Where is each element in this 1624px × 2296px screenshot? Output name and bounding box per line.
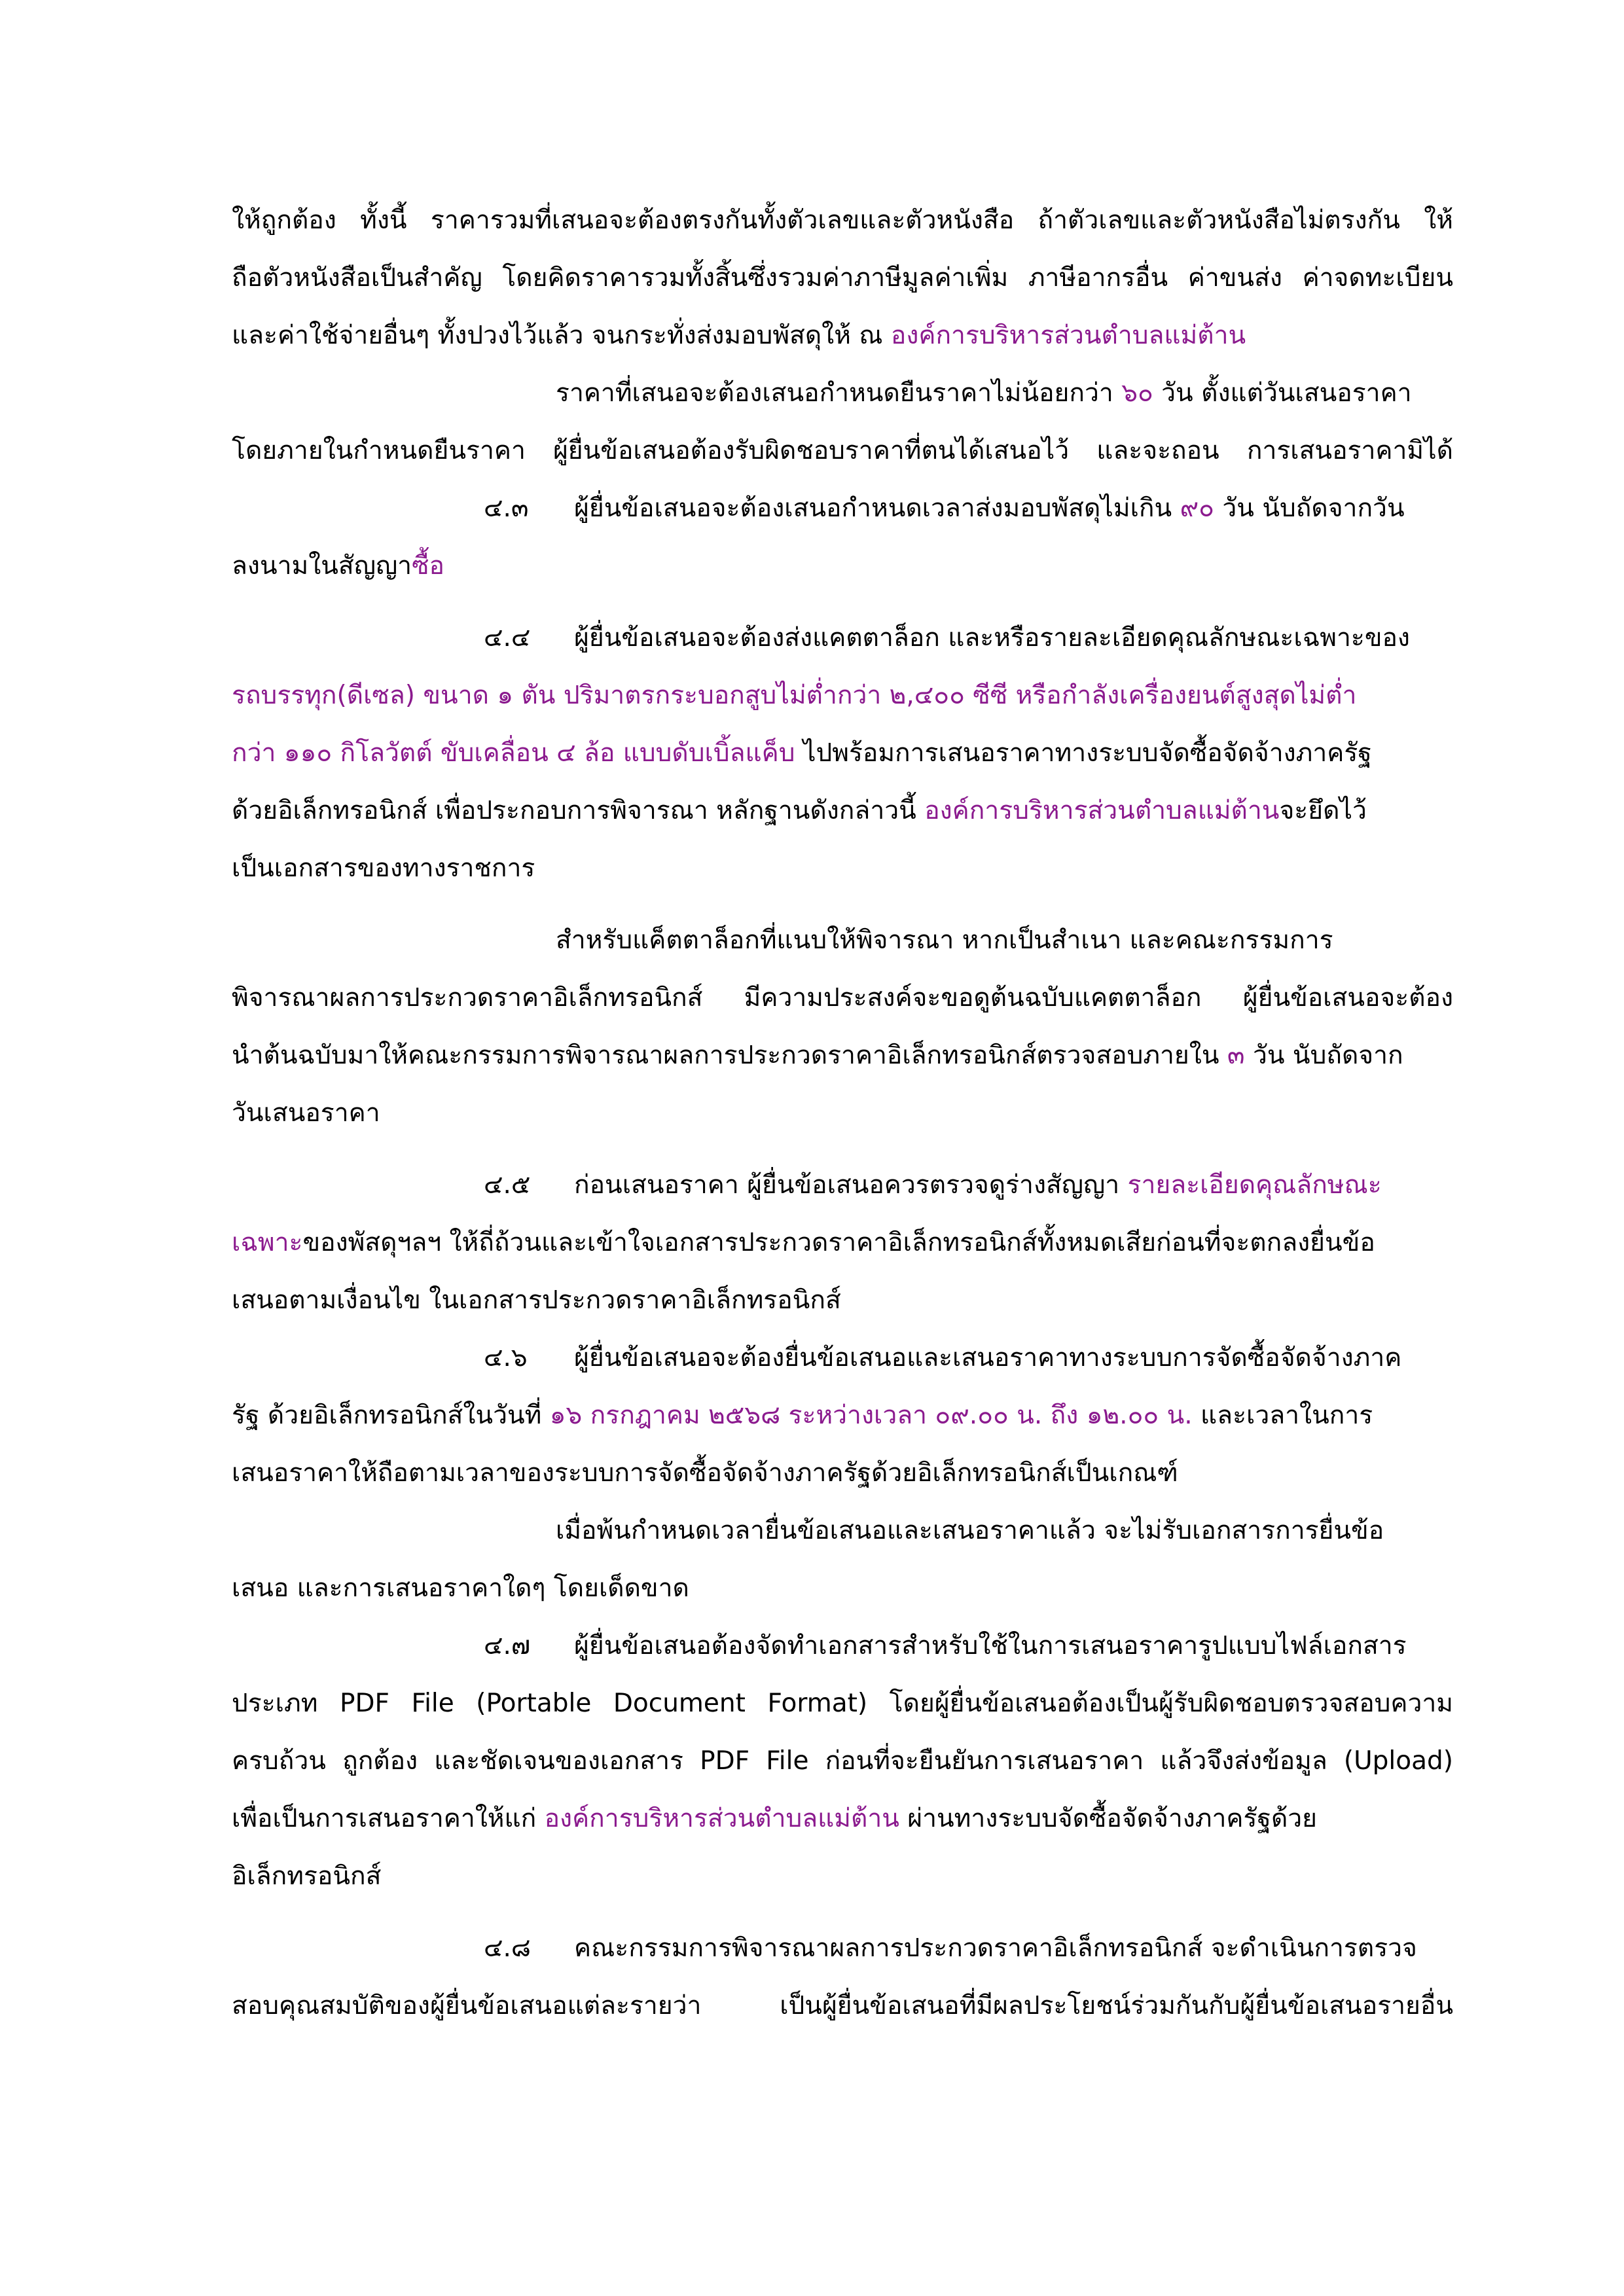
- text-line: เสนอ และการเสนอราคาใดๆ โดยเด็ดขาด: [232, 1573, 689, 1603]
- text-line: เสนอตามเงื่อนไข ในเอกสารประกวดราคาอิเล็กทรอนิกส์: [232, 1285, 841, 1315]
- text-line: ประเภท PDF File (Portable Document Format) โดยผู้ยื่นข้อเสนอต้องเป็นผู้รับผิดชอบตรวจสอบความ: [232, 1689, 1453, 1718]
- text-line: ราคาที่เสนอจะต้องเสนอกำหนดยืนราคาไม่น้อยกว่า ๖๐ วัน ตั้งแต่วันเสนอราคา: [556, 378, 1412, 408]
- clause-4-4: ๔.๔ ผู้ยื่นข้อเสนอจะต้องส่งแคตตาล็อก และหรือรายละเอียดคุณลักษณะเฉพาะของ: [484, 609, 1453, 668]
- text-line: ครบถ้วน ถูกต้อง และชัดเจนของเอกสาร PDF File ก่อนที่จะยืนยันการเสนอราคา แล้วจึงส่งข้อมูล (Upload): [232, 1746, 1453, 1776]
- clause-number: ๔.๗: [484, 1631, 531, 1660]
- text-line: พิจารณาผลการประกวดราคาอิเล็กทรอนิกส์ มีความประสงค์จะขอดูต้นฉบับแคตตาล็อก ผู้ยื่นข้อเสนอจะต้อง: [232, 983, 1453, 1013]
- clause-number: ๔.๕: [484, 1170, 531, 1200]
- clause-number: ๔.๔: [484, 623, 531, 653]
- organization-name: องค์การบริหารส่วนตำบลแม่ต้าน: [890, 321, 1246, 350]
- text-line: ลงนามในสัญญาซื้อ: [232, 551, 444, 581]
- spec-details-link: เฉพาะ: [232, 1228, 303, 1257]
- clause-4-3: ๔.๓ ผู้ยื่นข้อเสนอจะต้องเสนอกำหนดเวลาส่งมอบพัสดุไม่เกิน ๙๐ วัน นับถัดจากวัน: [484, 479, 1453, 538]
- text-line: สำหรับแค็ตตาล็อกที่แนบให้พิจารณา หากเป็นสำเนา และคณะกรรมการ: [556, 925, 1333, 955]
- text-line: สอบคุณสมบัติของผู้ยื่นข้อเสนอแต่ละรายว่า เป็นผู้ยื่นข้อเสนอที่มีผลประโยชน์ร่วมกันกับผู้ยื่นข้อเสนอรายอื่น: [232, 1991, 1453, 2020]
- text-line: ให้ถูกต้อง ทั้งนี้ ราคารวมที่เสนอจะต้องตรงกันทั้งตัวเลขและตัวหนังสือ ถ้าตัวเลขและตัวหนังสือไม่ตรงกัน ให้: [232, 206, 1453, 235]
- submission-date-time: ๑๖ กรกฎาคม ๒๕๖๘ ระหว่างเวลา ๐๙.๐๐ น. ถึง ๑๒.๐๐ น.: [549, 1401, 1193, 1430]
- text-line: วันเสนอราคา: [232, 1098, 380, 1128]
- text-line: โดยภายในกำหนดยืนราคา ผู้ยื่นข้อเสนอต้องรับผิดชอบราคาที่ตนได้เสนอไว้ และจะถอน การเสนอราคามิได้: [232, 436, 1453, 465]
- text-line: นำต้นฉบับมาให้คณะกรรมการพิจารณาผลการประกวดราคาอิเล็กทรอนิกส์ตรวจสอบภายใน ๓ วัน นับถัดจาก: [232, 1041, 1403, 1070]
- delivery-days: ๙๐: [1180, 493, 1214, 523]
- text-line: กว่า ๑๑๐ กิโลวัตต์ ขับเคลื่อน ๔ ล้อ แบบดับเบิ้ลแค็บ ไปพร้อมการเสนอราคาทางระบบจัดซื้อจัดจ้างภาครัฐ: [232, 738, 1372, 768]
- spec-details-link: รายละเอียดคุณลักษณะ: [1127, 1170, 1382, 1200]
- text-line: อิเล็กทรอนิกส์: [232, 1861, 382, 1891]
- clause-4-6: ๔.๖ ผู้ยื่นข้อเสนอจะต้องยื่นข้อเสนอและเสนอราคาทางระบบการจัดซื้อจัดจ้างภาค: [484, 1329, 1453, 1388]
- organization-name: องค์การบริหารส่วนตำบลแม่ต้าน: [544, 1804, 899, 1833]
- contract-type: ซื้อ: [412, 551, 444, 581]
- inspection-days: ๓: [1227, 1041, 1245, 1070]
- text-line: เป็นเอกสารของทางราชการ: [232, 853, 535, 883]
- validity-days: ๖๐: [1121, 378, 1153, 408]
- text-line: และค่าใช้จ่ายอื่นๆ ทั้งปวงไว้แล้ว จนกระทั่งส่งมอบพัสดุให้ ณ องค์การบริหารส่วนตำบลแม่ต้าน: [232, 321, 1246, 350]
- text-line: รัฐ ด้วยอิเล็กทรอนิกส์ในวันที่ ๑๖ กรกฎาคม ๒๕๖๘ ระหว่างเวลา ๐๙.๐๐ น. ถึง ๑๒.๐๐ น. และเวลาในการ: [232, 1401, 1373, 1430]
- text-line: ด้วยอิเล็กทรอนิกส์ เพื่อประกอบการพิจารณา หลักฐานดังกล่าวนี้ องค์การบริหารส่วนตำบลแม่ต้านจะยึดไว้: [232, 796, 1367, 825]
- text-line: เพื่อเป็นการเสนอราคาให้แก่ องค์การบริหารส่วนตำบลแม่ต้าน ผ่านทางระบบจัดซื้อจัดจ้างภาครัฐด้วย: [232, 1804, 1318, 1833]
- clause-4-8: ๔.๘ คณะกรรมการพิจารณาผลการประกวดราคาอิเล็กทรอนิกส์ จะดำเนินการตรวจ: [484, 1919, 1453, 1978]
- clause-number: ๔.๓: [484, 493, 529, 523]
- text-line: เสนอราคาให้ถือตามเวลาของระบบการจัดซื้อจัดจ้างภาครัฐด้วยอิเล็กทรอนิกส์เป็นเกณฑ์: [232, 1458, 1178, 1488]
- vehicle-spec: รถบรรทุก(ดีเซล) ขนาด ๑ ตัน ปริมาตรกระบอกสูบไม่ต่ำกว่า ๒,๔๐๐ ซีซี หรือกำลังเครื่องยนต์สูงสุดไม่ต่ำ: [232, 681, 1357, 710]
- text-line: เมื่อพ้นกำหนดเวลายื่นข้อเสนอและเสนอราคาแล้ว จะไม่รับเอกสารการยื่นข้อ: [556, 1516, 1384, 1545]
- clause-number: ๔.๘: [484, 1933, 532, 1963]
- vehicle-spec: กว่า ๑๑๐ กิโลวัตต์ ขับเคลื่อน ๔ ล้อ แบบดับเบิ้ลแค็บ: [232, 738, 795, 768]
- clause-4-5: ๔.๕ ก่อนเสนอราคา ผู้ยื่นข้อเสนอควรตรวจดูร่างสัญญา รายละเอียดคุณลักษณะ: [484, 1156, 1453, 1215]
- clause-number: ๔.๖: [484, 1343, 528, 1372]
- text-line: ถือตัวหนังสือเป็นสำคัญ โดยคิดราคารวมทั้งสิ้นซึ่งรวมค่าภาษีมูลค่าเพิ่ม ภาษีอากรอื่น ค่าขนส่ง ค่าจดทะเบียน: [232, 263, 1453, 293]
- text-line: เฉพาะของพัสดุฯลฯ ให้ถี่ถ้วนและเข้าใจเอกสารประกวดราคาอิเล็กทรอนิกส์ทั้งหมดเสียก่อนที่จะตกลงยื่นข้อ: [232, 1228, 1375, 1257]
- organization-name: องค์การบริหารส่วนตำบลแม่ต้าน: [924, 796, 1280, 825]
- clause-4-7: ๔.๗ ผู้ยื่นข้อเสนอต้องจัดทำเอกสารสำหรับใช้ในการเสนอราคารูปแบบไฟล์เอกสาร: [484, 1617, 1453, 1676]
